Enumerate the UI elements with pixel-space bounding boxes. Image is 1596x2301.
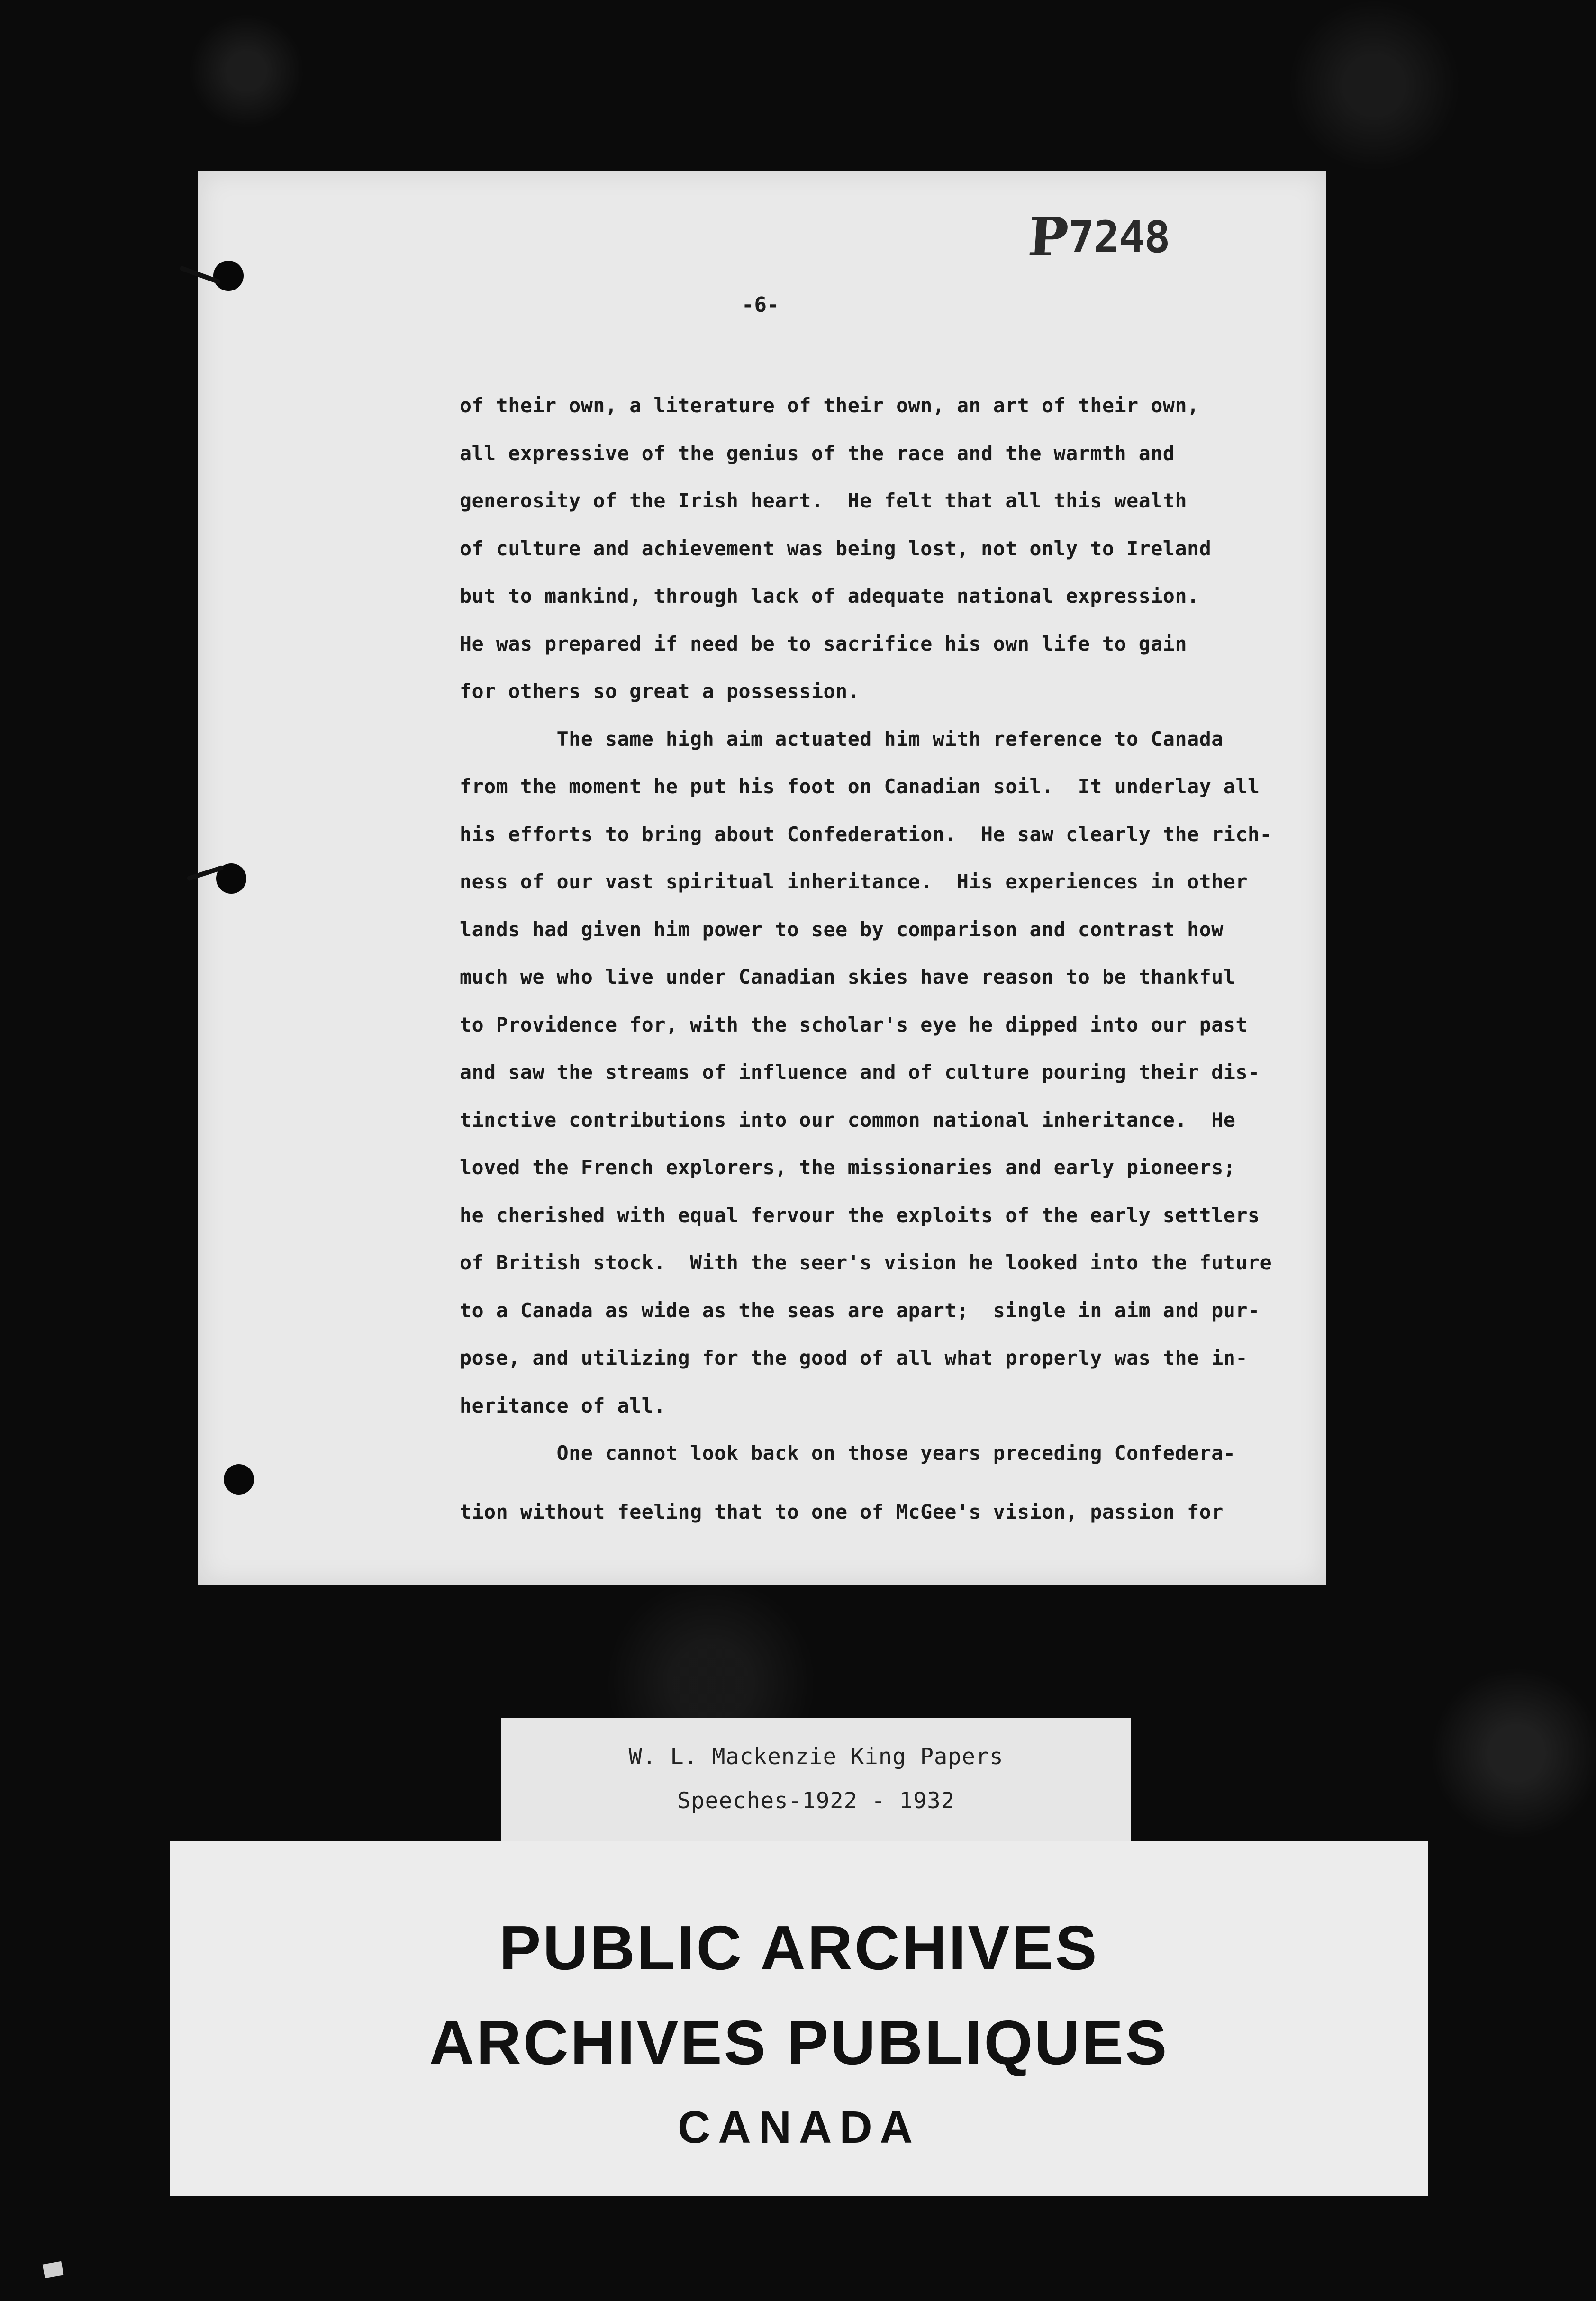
text-line: he cherished with equal fervour the exploits of the early settlers [460, 1203, 1260, 1227]
text-line: all expressive of the genius of the race and the warmth and [460, 441, 1175, 465]
text-line: to Providence for, with the scholar's eye he dipped into our past [460, 1013, 1248, 1036]
text-line: tinctive contributions into our common national inheritance. He [460, 1108, 1236, 1132]
text-line: tion without feeling that to one of McGee's vision, passion for [460, 1500, 1224, 1523]
text-line: of culture and achievement was being lost, not only to Ireland [460, 536, 1212, 560]
text-line: One cannot look back on those years preceding Confedera- [460, 1441, 1236, 1465]
text-line: from the moment he put his foot on Canadian soil. It underlay all [460, 775, 1260, 798]
archives-country: CANADA [678, 2102, 920, 2153]
text-line: his efforts to bring about Confederation. He saw clearly the rich- [460, 822, 1272, 846]
collection-title: W. L. Mackenzie King Papers [628, 1744, 1004, 1770]
document-number-prefix: P [1026, 206, 1068, 268]
text-line: heritance of all. [460, 1394, 666, 1417]
archives-english: PUBLIC ARCHIVES [499, 1913, 1099, 1983]
text-line: ness of our vast spiritual inheritance. His experiences in other [460, 870, 1248, 893]
text-line: of British stock. With the seer's vision he looked into the future [460, 1251, 1272, 1274]
text-line: and saw the streams of influence and of culture pouring their dis- [460, 1060, 1260, 1084]
collection-subtitle: Speeches-1922 - 1932 [677, 1788, 955, 1814]
typed-text-body [460, 382, 1272, 1536]
archives-french: ARCHIVES PUBLIQUES [429, 2008, 1169, 2077]
document-number-stamp [1026, 206, 1185, 268]
binder-hole-bottom [224, 1464, 254, 1495]
text-line: for others so great a possession. [460, 679, 860, 703]
text-line: lands had given him power to see by comparison and contrast how [460, 917, 1224, 941]
collection-label [501, 1718, 1131, 1842]
text-line: much we who live under Canadian skies have reason to be thankful [460, 965, 1236, 988]
text-line: but to mankind, through lack of adequate national expression. [460, 584, 1199, 607]
text-line: The same high aim actuated him with reference to Canada [460, 727, 1224, 751]
text-line: He was prepared if need be to sacrifice his own life to gain [460, 632, 1188, 655]
text-line: pose, and utilizing for the good of all what properly was the in- [460, 1346, 1248, 1369]
text-line: of their own, a literature of their own, an art of their own, [460, 394, 1199, 417]
document-number: 7248 [1068, 211, 1170, 263]
text-line: loved the French explorers, the missionaries and early pioneers; [460, 1156, 1236, 1179]
page-number: -6- [742, 293, 780, 317]
text-line: generosity of the Irish heart. He felt that all this wealth [460, 489, 1188, 512]
archives-stamp [170, 1841, 1428, 2196]
binder-hole-top [213, 261, 244, 291]
text-line: to a Canada as wide as the seas are apart; single in aim and pur- [460, 1298, 1260, 1322]
